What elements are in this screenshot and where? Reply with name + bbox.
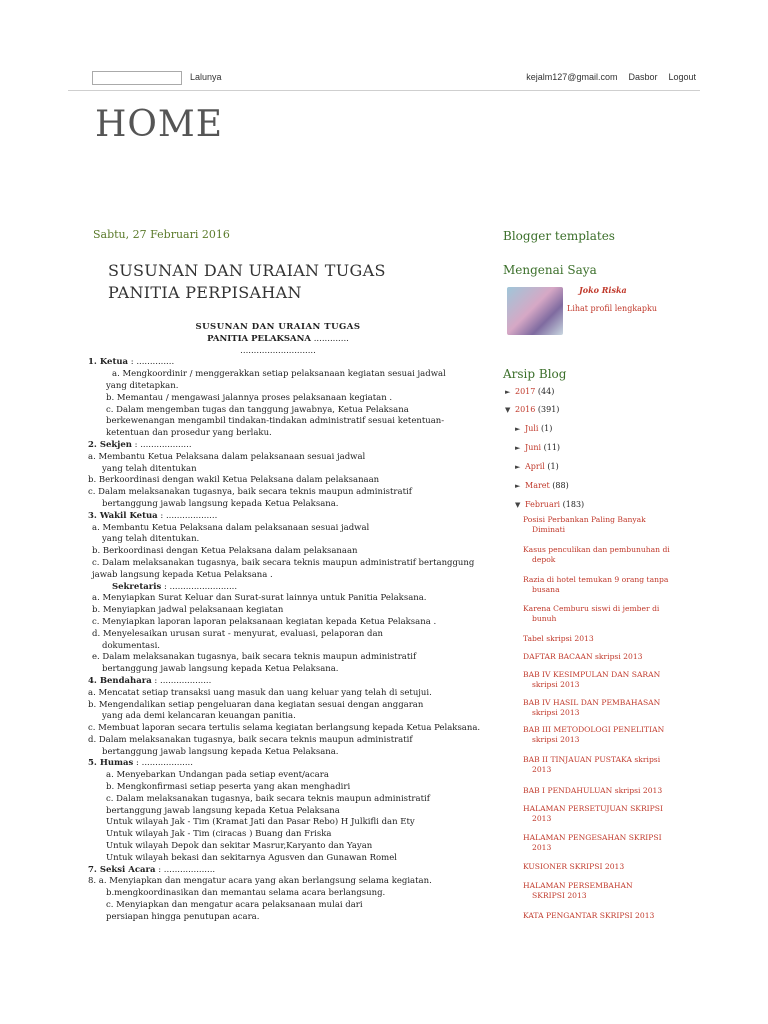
post-line-text: : ................... — [151, 675, 212, 686]
about-widget-title: Mengenai Saya — [503, 263, 597, 277]
post-line-text: yang ditetapkan. — [106, 380, 179, 391]
post-line — [88, 723, 481, 735]
post-line-text: bertanggung jawab langsung kepada Ketua Pelaksana. — [102, 498, 339, 509]
archive-post-title[interactable]: Kasus penculikan dan pembunuhan di — [523, 545, 670, 554]
post-line — [88, 464, 468, 476]
post-line-text: : ................... — [133, 758, 193, 769]
archive-post-title[interactable]: 2013 — [532, 814, 552, 823]
archive-widget-title: Arsip Blog — [503, 367, 567, 381]
post-line-text: b. Berkoordinasi dengan Ketua Pelaksana dalam pelaksanaan — [92, 546, 358, 557]
post-line-text: a. Menyebarkan Undangan pada setiap event/acara — [106, 770, 329, 781]
post-line — [88, 416, 468, 428]
post-line-text: bertanggung jawab langsung kepada Ketua Pelaksana — [106, 805, 340, 816]
post-heading-2-text: PANITIA PELAKSANA — [207, 333, 312, 344]
post-line-text: yang telah ditentukan. — [102, 534, 200, 545]
expand-toggle-icon[interactable]: ► — [505, 388, 511, 396]
archive-post-link[interactable] — [523, 545, 683, 565]
post-line — [88, 758, 468, 770]
expand-toggle-icon[interactable]: ► — [515, 444, 521, 452]
blog-title[interactable]: HOME — [95, 104, 224, 145]
archive-period-link[interactable]: 2017 — [515, 387, 536, 396]
post-heading-2 — [88, 334, 468, 346]
archive-post-link[interactable] — [523, 862, 683, 872]
archive-count: (1) — [544, 462, 559, 471]
archive-post-title[interactable]: 2013 — [532, 843, 552, 852]
post-line — [88, 617, 468, 629]
post-line — [88, 853, 468, 865]
post-line — [88, 747, 468, 759]
post-line — [88, 829, 468, 841]
post-heading-2-dots: ............. — [311, 333, 349, 344]
archive-row — [515, 462, 559, 471]
post-line — [88, 546, 468, 558]
post-line-label: 4. Bendahara — [88, 675, 152, 686]
archive-post-link[interactable] — [523, 804, 683, 824]
archive-row — [515, 443, 560, 452]
archive-post-title[interactable]: Razia di hotel temukan 9 orang tanpa — [523, 575, 669, 584]
post-line — [88, 369, 468, 381]
archive-post-title[interactable]: KUSIONER SKRIPSI 2013 — [523, 862, 625, 871]
post-line-text: : ................... — [157, 510, 218, 521]
archive-post-title[interactable]: HALAMAN PERSETUJUAN SKRIPSI — [523, 804, 663, 813]
post-line — [88, 676, 468, 688]
archive-post-title[interactable]: bunuh — [532, 614, 557, 623]
post-line-label: 1. Ketua — [88, 357, 129, 368]
post-line-text: Untuk wilayah Depok dan sekitar Masrur,Karyanto dan Yayan — [106, 841, 373, 852]
post-line-text: Untuk wilayah Jak - Tim (ciracas ) Buang dan Friska — [106, 829, 332, 840]
post-line — [88, 912, 468, 924]
archive-post-title[interactable]: BAB IV HASIL DAN PEMBAHASAN — [523, 698, 661, 707]
post-line-text: b.mengkoordinasikan dan memantau selama acara berlangsung. — [106, 888, 386, 899]
post-line-text: dokumentasi. — [102, 640, 161, 651]
post-line — [88, 664, 468, 676]
post-line — [88, 817, 468, 829]
archive-post-title[interactable]: Diminati — [532, 525, 566, 534]
post-line — [88, 794, 468, 806]
archive-period-link[interactable]: Juli — [525, 424, 539, 433]
post-line — [88, 428, 468, 440]
post-line-label: 5. Humas — [88, 758, 134, 769]
navbar-search-input[interactable] — [92, 71, 182, 85]
archive-post-link[interactable] — [523, 698, 683, 718]
post-line-text: bertanggung jawab langsung kepada Ketua Pelaksana. — [102, 746, 339, 757]
archive-post-link[interactable] — [523, 634, 683, 644]
post-line-text: : .............. — [128, 357, 175, 368]
post-line — [88, 582, 468, 594]
expand-toggle-icon[interactable]: ► — [515, 482, 521, 490]
templates-widget-title: Blogger templates — [503, 229, 615, 243]
archive-row — [515, 481, 569, 490]
archive-period-link[interactable]: Februari — [525, 500, 561, 509]
archive-count: (1) — [538, 424, 553, 433]
post-heading-3: ............................ — [240, 345, 316, 356]
post-line — [88, 641, 468, 653]
post-line — [88, 900, 468, 912]
archive-count: (11) — [541, 443, 561, 452]
post-line — [88, 735, 468, 747]
post-line — [88, 523, 468, 535]
archive-post-title[interactable]: skripsi 2013 — [532, 708, 580, 717]
post-line — [88, 452, 468, 464]
post-line — [88, 841, 468, 853]
post-line-text: b. Mengendalikan setiap pengeluaran dana kegiatan sesuai dengan anggaran — [88, 699, 424, 710]
archive-post-title[interactable]: BAB III METODOLOGI PENELITIAN — [523, 725, 665, 734]
post-body — [88, 322, 481, 924]
post-line-text: b. Menyiapkan jadwal pelaksanaan kegiatan — [92, 605, 284, 616]
archive-post-title[interactable]: 2013 — [532, 765, 552, 774]
post-line-label: 7. Seksi Acara — [88, 864, 156, 875]
post-line-text: persiapan hingga penutupan acara. — [106, 911, 260, 922]
post-line — [88, 534, 468, 546]
archive-post-title[interactable]: DAFTAR BACAAN skripsi 2013 — [523, 652, 643, 661]
post-line-label: 2. Sekjen — [88, 439, 132, 450]
post-line-text: a. Menyiapkan Surat Keluar dan Surat-surat lainnya untuk Panitia Pelaksana. — [92, 593, 427, 604]
post-line-text: berkewenangan mengambil tindakan-tindakan administratif sesuai ketentuan- — [106, 416, 445, 427]
archive-post-title[interactable]: BAB I PENDAHULUAN skripsi 2013 — [523, 786, 663, 795]
archive-post-title[interactable]: KATA PENGANTAR SKRIPSI 2013 — [523, 911, 655, 920]
archive-post-link[interactable] — [523, 786, 683, 796]
post-line-text: b. Memantau / mengawasi jalannya proses pelaksanaan kegiatan . — [106, 392, 393, 403]
post-line-text: c. Menyiapkan dan mengatur acara pelaksanaan mulai dari — [106, 900, 363, 911]
post-line — [88, 806, 468, 818]
post-line-text: e. Dalam melaksanakan tugasnya, baik secara teknis maupun administratif — [92, 652, 417, 663]
post-date: Sabtu, 27 Februari 2016 — [93, 228, 230, 241]
post-title-line-1[interactable]: SUSUNAN DAN URAIAN TUGAS — [108, 261, 386, 280]
archive-count: (391) — [535, 405, 560, 414]
post-line-text: a. Membantu Ketua Pelaksana dalam pelaksanaan sesuai jadwal — [92, 522, 370, 533]
post-line — [88, 393, 468, 405]
archive-post-link[interactable] — [523, 881, 683, 901]
post-line — [88, 605, 468, 617]
logout-link[interactable]: Logout — [668, 72, 696, 82]
post-line-text: c. Dalam melaksanakan tugasnya, baik secara teknis maupun administratif — [106, 793, 430, 804]
blogger-navbar — [0, 66, 768, 92]
collapse-toggle-icon[interactable]: ▼ — [515, 501, 521, 509]
post-line — [88, 593, 468, 605]
post-line — [88, 770, 468, 782]
archive-post-link[interactable] — [523, 833, 683, 853]
post-line-text: a. Mencatat setiap transaksi uang masuk dan uang keluar yang telah di setujui. — [88, 687, 432, 698]
post-title-line-2[interactable]: PANITIA PERPISAHAN — [108, 283, 302, 302]
post-line-label: Sekretaris — [112, 581, 162, 592]
post-line-text: Untuk wilayah Jak - Tim (Kramat Jati dan Pasar Rebo) H Julkifli dan Ety — [106, 817, 415, 828]
expand-toggle-icon[interactable]: ► — [515, 463, 521, 471]
archive-post-link[interactable] — [523, 604, 683, 624]
post-line — [88, 865, 468, 877]
post-line-text: c. Dalam melaksanakan tugasnya, baik secara teknis maupun administratif — [88, 487, 412, 498]
expand-toggle-icon[interactable]: ► — [515, 425, 521, 433]
archive-post-title[interactable]: BAB II TINJAUAN PUSTAKA skripsi — [523, 755, 661, 764]
archive-row — [515, 500, 584, 509]
post-line-text: yang telah ditentukan — [102, 463, 197, 474]
archive-post-link[interactable] — [523, 911, 683, 921]
post-line — [88, 652, 468, 664]
post-line-text: d. Dalam melaksanakan tugasnya, baik secara teknis maupun administratif — [88, 734, 413, 745]
archive-post-title[interactable]: skripsi 2013 — [532, 735, 580, 744]
post-line-text: : ................... — [155, 864, 216, 875]
navbar-account — [526, 72, 696, 82]
post-line — [88, 487, 468, 499]
post-line-text: 8. a. Menyiapkan dan mengatur acara yang akan berlangsung selama kegiatan. — [88, 876, 432, 887]
post-line — [88, 711, 468, 723]
profile-name[interactable]: Joko Riska — [579, 285, 627, 295]
post-lines — [88, 357, 481, 923]
archive-period-link[interactable]: Juni — [525, 443, 542, 452]
post-line-text: b. Mengkonfirmasi setiap peserta yang akan menghadiri — [106, 782, 351, 793]
archive-post-title[interactable]: HALAMAN PERSEMBAHAN — [523, 881, 633, 890]
post-line — [88, 511, 468, 523]
archive-post-title[interactable]: busana — [532, 585, 560, 594]
post-heading-1: SUSUNAN DAN URAIAN TUGAS — [195, 322, 361, 332]
post-line-text: jawab langsung kepada Ketua Pelaksana . — [92, 569, 273, 580]
post-line-text: bertanggung jawab langsung kepada Ketua Pelaksana. — [102, 664, 339, 675]
profile-photo[interactable] — [507, 287, 563, 335]
post-line-text: c. Menyiapkan laporan laporan pelaksanaan kegiatan kepada Ketua Pelaksana . — [92, 616, 437, 627]
archive-post-title[interactable]: BAB IV KESIMPULAN DAN SARAN — [523, 670, 661, 679]
next-blog-link[interactable]: Lalunya — [190, 72, 222, 82]
post-line-text: yang ada demi kelancaran keuangan panitia. — [102, 711, 296, 722]
profile-link[interactable]: Lihat profil lengkapku — [567, 304, 658, 313]
post-line-label: 3. Wakil Ketua — [88, 510, 158, 521]
post-line — [88, 629, 468, 641]
archive-count: (88) — [549, 481, 569, 490]
archive-post-link[interactable] — [523, 575, 683, 595]
header-divider — [68, 90, 700, 91]
post-line-text: b. Berkoordinasi dengan wakil Ketua Pelaksana dalam pelaksanaan — [88, 475, 380, 486]
archive-post-title[interactable]: depok — [532, 555, 556, 564]
post-line — [88, 782, 468, 794]
post-line-text: c. Dalam mengemban tugas dan tanggung jawabnya, Ketua Pelaksana — [106, 404, 409, 415]
archive-period-link[interactable]: April — [525, 462, 545, 471]
collapse-toggle-icon[interactable]: ▼ — [505, 406, 511, 414]
post-line-text: a. Mengkoordinir / menggerakkan setiap pelaksanaan kegiatan sesuai jadwal — [112, 369, 446, 380]
dashboard-link[interactable]: Dasbor — [628, 72, 658, 82]
post-line — [88, 888, 468, 900]
archive-period-link[interactable]: Maret — [525, 481, 550, 490]
archive-post-title[interactable]: Tabel skripsi 2013 — [523, 634, 594, 643]
post-line-text: ketentuan dan prosedur yang berlaku. — [106, 428, 272, 439]
archive-count: (183) — [560, 500, 585, 509]
archive-post-title[interactable]: Posisi Perbankan Paling Banyak — [523, 515, 646, 524]
post-line — [88, 876, 468, 888]
archive-post-title[interactable]: HALAMAN PENGESAHAN SKRIPSI — [523, 833, 662, 842]
post-line-text: : ......................... — [161, 581, 238, 592]
post-line — [88, 475, 468, 487]
post-line — [88, 570, 468, 582]
post-line-text: a. Membantu Ketua Pelaksana dalam pelaksanaan sesuai jadwal — [88, 451, 366, 462]
post-title[interactable] — [108, 260, 408, 304]
archive-row — [515, 424, 552, 433]
post-line — [88, 499, 468, 511]
post-line-text: d. Menyelesaikan urusan surat - menyurat, evaluasi, pelaporan dan — [92, 628, 383, 639]
archive-post-title[interactable]: Karena Cemburu siswi di jember di — [523, 604, 660, 613]
user-email[interactable]: kejalm127@gmail.com — [526, 72, 618, 82]
archive-post-link[interactable] — [523, 515, 683, 535]
archive-post-link[interactable] — [523, 725, 683, 745]
post-line — [88, 688, 468, 700]
archive-post-link[interactable] — [523, 670, 683, 690]
archive-post-title[interactable]: SKRIPSI 2013 — [532, 891, 587, 900]
post-line-text: c. Dalam melaksanakan tugasnya, baik secara teknis maupun administratif bertanggung — [92, 557, 475, 568]
archive-row — [505, 405, 559, 414]
post-line — [88, 357, 468, 369]
archive-period-link[interactable]: 2016 — [515, 405, 536, 414]
post-line-text: c. Membuat laporan secara tertulis selama kegiatan berlangsung kepada Ketua Pelaksana. — [88, 723, 481, 734]
post-line — [88, 700, 468, 712]
post-line — [88, 405, 468, 417]
post-line — [88, 440, 468, 452]
archive-count: (44) — [535, 387, 555, 396]
post-line — [88, 557, 475, 570]
archive-row — [505, 387, 554, 396]
archive-post-title[interactable]: skripsi 2013 — [532, 680, 580, 689]
post-line — [88, 381, 468, 393]
post-line-text: : ................... — [131, 439, 192, 450]
post-line-text: Untuk wilayah bekasi dan sekitarnya Agusven dan Gunawan Romel — [106, 852, 397, 863]
archive-post-link[interactable] — [523, 755, 683, 775]
archive-post-link[interactable] — [523, 652, 683, 662]
